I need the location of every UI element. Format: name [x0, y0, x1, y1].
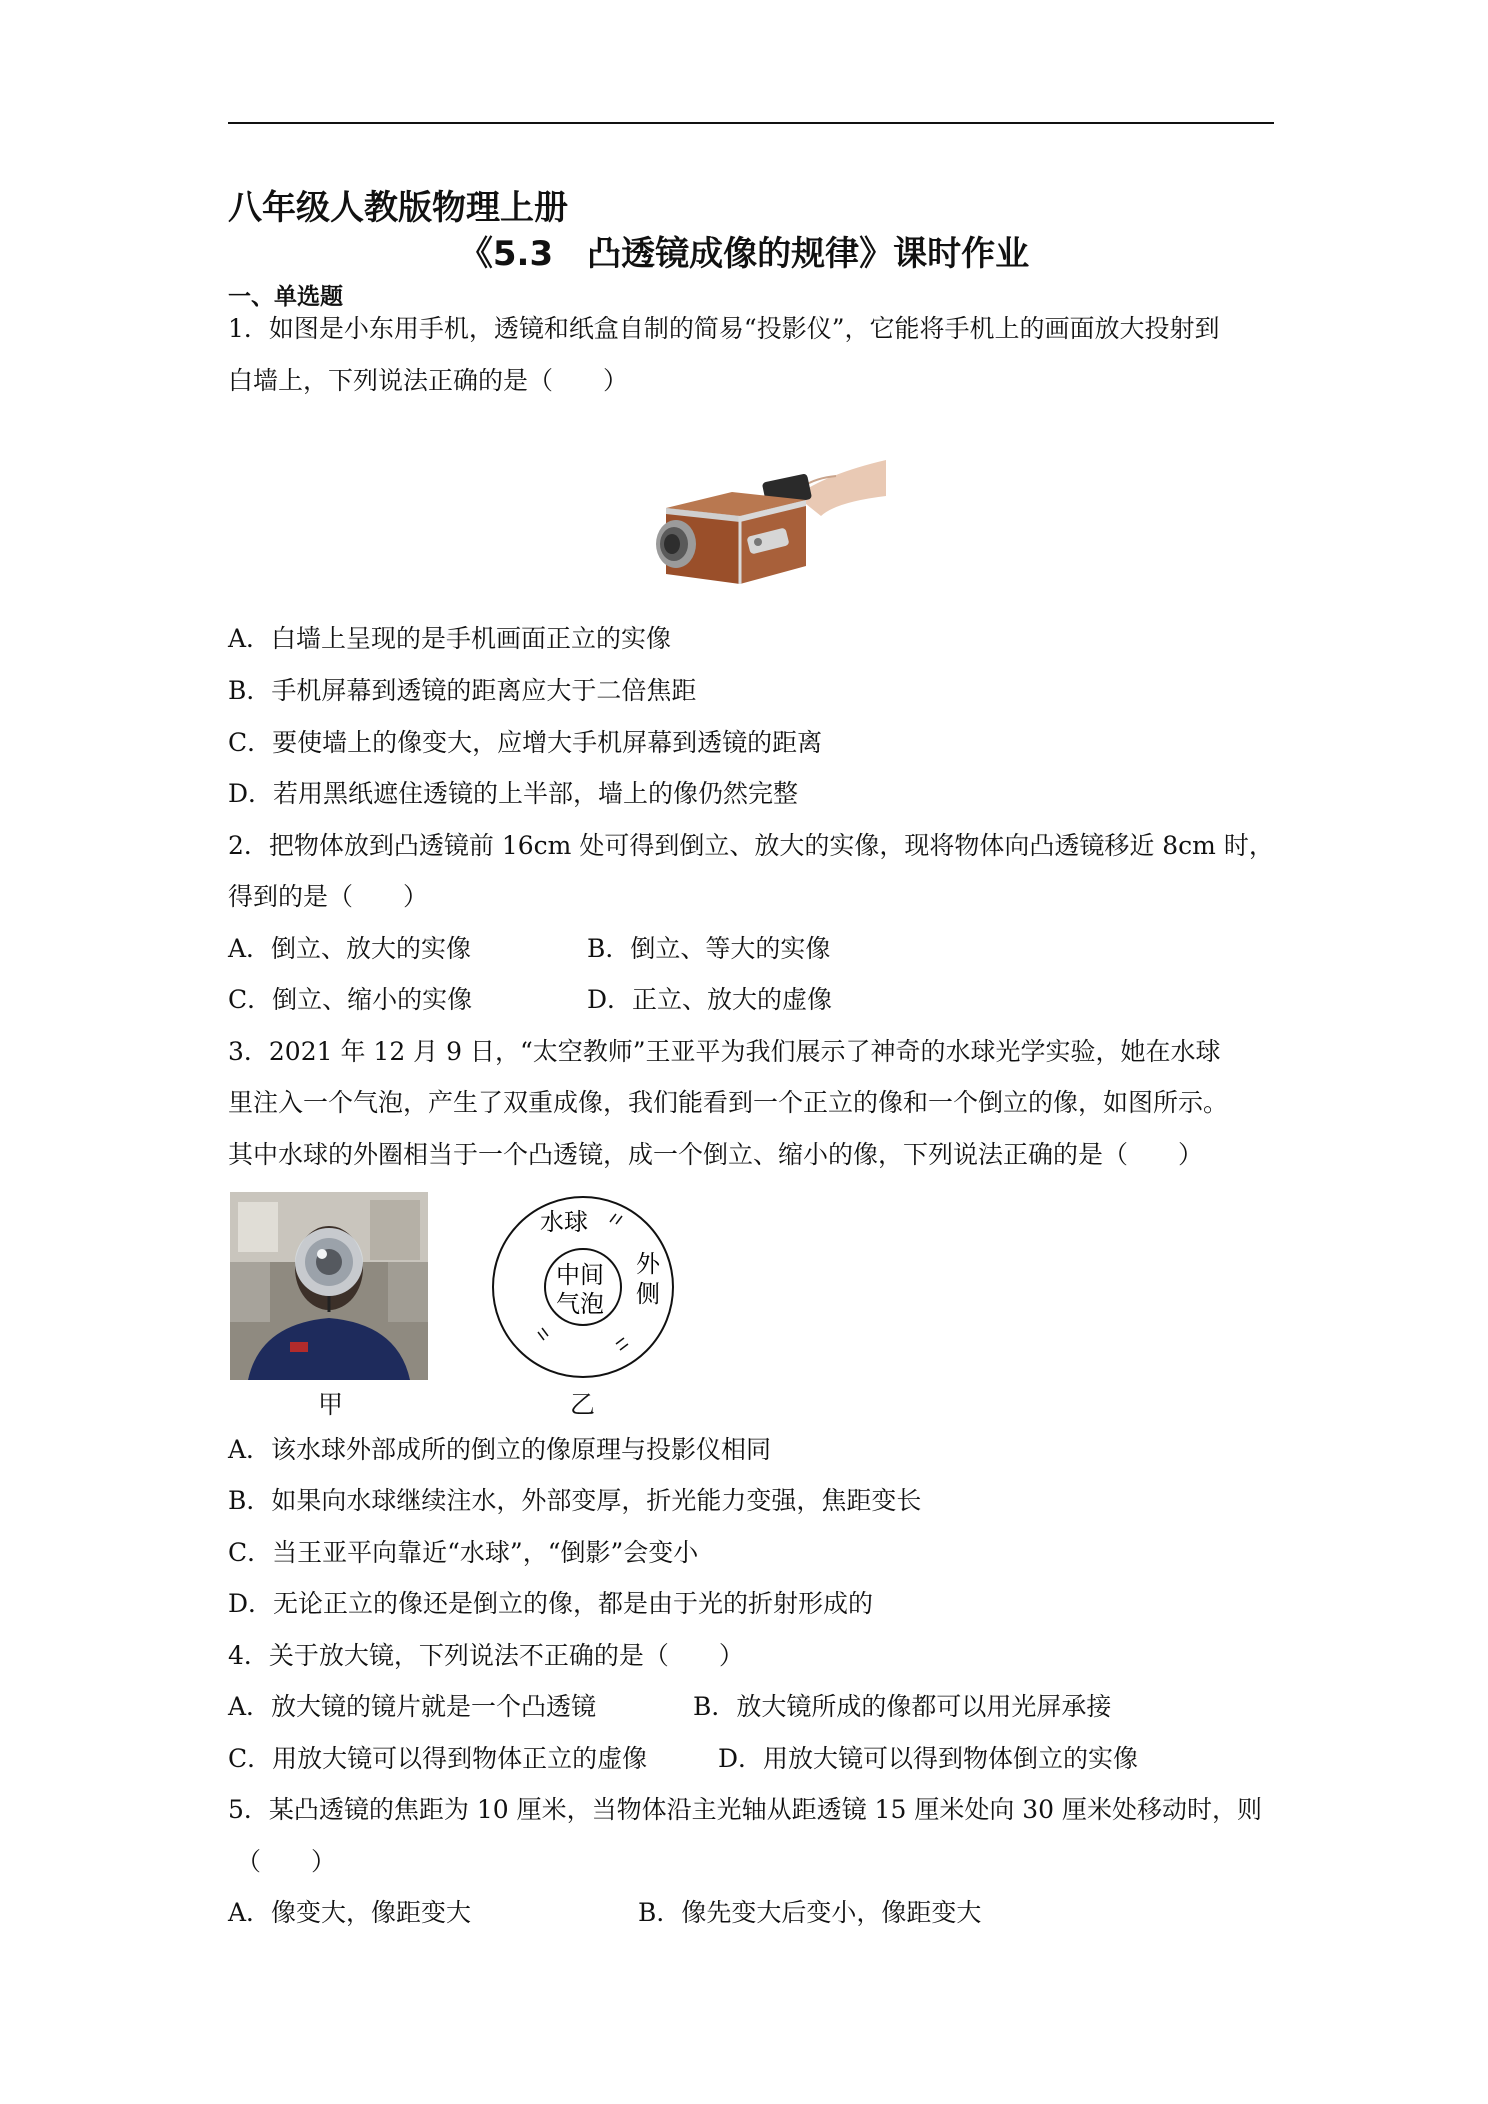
- question-5-option-b: B．像先变大后变小，像距变大: [638, 1898, 982, 1927]
- question-1-option-b: B．手机屏幕到透镜的距离应大于二倍焦距: [228, 676, 697, 705]
- question-2-line-1: 2．把物体放到凸透镜前 16cm 处可得到倒立、放大的实像，现将物体向凸透镜移近 8cm 时，: [228, 831, 1274, 860]
- question-2-option-a: A．倒立、放大的实像: [228, 934, 472, 963]
- question-2-option-c: C．倒立、缩小的实像: [228, 985, 473, 1014]
- question-3-line-1: 3．2021 年 12 月 9 日，“太空教师”王亚平为我们展示了神奇的水球光学实验，她在水球: [228, 1037, 1221, 1066]
- question-1-line-2: 白墙上，下列说法正确的是（ ）: [228, 366, 629, 395]
- question-4-option-d: D．用放大镜可以得到物体倒立的实像: [718, 1744, 1139, 1773]
- question-3-option-a: A．该水球外部成所的倒立的像原理与投影仪相同: [228, 1435, 772, 1464]
- question-5-line-2: （ ）: [236, 1847, 337, 1876]
- question-3-line-2: 里注入一个气泡，产生了双重成像，我们能看到一个正立的像和一个倒立的像，如图所示。: [228, 1088, 1229, 1117]
- question-3-line-3: 其中水球的外圈相当于一个凸透镜，成一个倒立、缩小的像，下列说法正确的是（ ）: [228, 1140, 1204, 1169]
- diagram-label-outer-2: 侧: [636, 1280, 660, 1308]
- diagram-label-outer-1: 外: [636, 1250, 660, 1278]
- section-title: 一、单选题: [228, 284, 343, 310]
- header-rule: [228, 122, 1274, 124]
- question-4-line-1: 4．关于放大镜，下列说法不正确的是（ ）: [228, 1641, 744, 1670]
- projector-photo: [636, 456, 886, 596]
- question-2-option-d: D．正立、放大的虚像: [587, 985, 833, 1014]
- question-3-option-c: C．当王亚平向靠近“水球”，“倒影”会变小: [228, 1538, 699, 1567]
- page-subtitle: 《5.3 凸透镜成像的规律》课时作业: [458, 234, 1030, 274]
- page-title: 八年级人教版物理上册: [228, 188, 568, 228]
- question-2-line-2: 得到的是（ ）: [228, 882, 429, 911]
- water-ball-diagram: [490, 1194, 676, 1380]
- question-3-option-b: B．如果向水球继续注水，外部变厚，折光能力变强，焦距变长: [228, 1486, 922, 1515]
- question-2-option-b: B．倒立、等大的实像: [587, 934, 831, 963]
- question-4-option-a: A．放大镜的镜片就是一个凸透镜: [228, 1692, 597, 1721]
- question-1-option-c: C．要使墙上的像变大，应增大手机屏幕到透镜的距离: [228, 728, 823, 757]
- water-ball-photo: [230, 1192, 428, 1380]
- question-4-option-b: B．放大镜所成的像都可以用光屏承接: [693, 1692, 1112, 1721]
- diagram-label-water: 水球: [540, 1208, 588, 1236]
- question-4-option-c: C．用放大镜可以得到物体正立的虚像: [228, 1744, 648, 1773]
- figure-caption-right: 乙: [570, 1390, 596, 1419]
- question-1-option-d: D．若用黑纸遮住透镜的上半部，墙上的像仍然完整: [228, 779, 799, 808]
- question-1-option-a: A．白墙上呈现的是手机画面正立的实像: [228, 624, 672, 653]
- question-5-option-a: A．像变大，像距变大: [228, 1898, 472, 1927]
- question-1-line-1: 1．如图是小东用手机，透镜和纸盒自制的简易“投影仪”，它能将手机上的画面放大投射到: [228, 314, 1220, 343]
- diagram-label-bubble: 气泡: [556, 1290, 604, 1318]
- question-3-option-d: D．无论正立的像还是倒立的像，都是由于光的折射形成的: [228, 1589, 874, 1618]
- figure-caption-left: 甲: [318, 1390, 344, 1419]
- question-5-line-1: 5．某凸透镜的焦距为 10 厘米，当物体沿主光轴从距透镜 15 厘米处向 30 厘米处移动时，则: [228, 1795, 1263, 1824]
- diagram-label-middle: 中间: [556, 1261, 604, 1289]
